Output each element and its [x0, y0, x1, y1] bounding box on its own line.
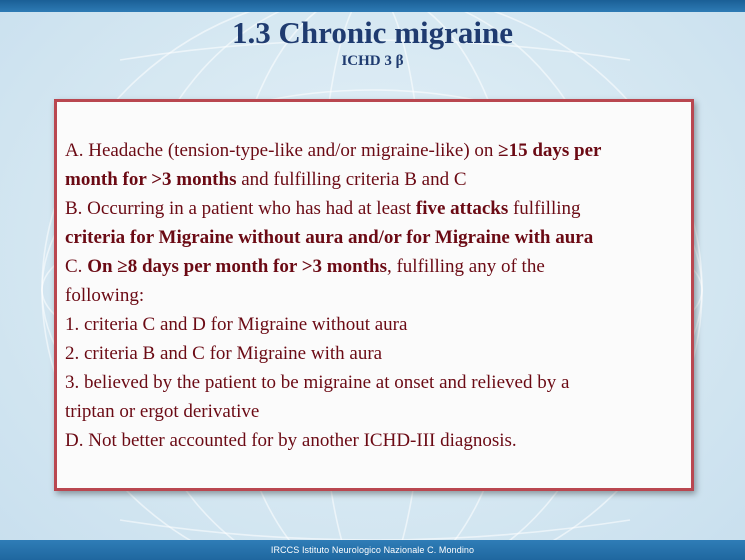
footer-text: IRCCS Istituto Neurologico Nazionale C. Mondino: [270, 545, 475, 555]
slide-subtitle: ICHD 3 β: [341, 53, 404, 69]
criterion-c-emphasis: On ≥8 days per month for >3 months: [87, 256, 387, 277]
criterion-c-item-3-cont: triptan or ergot derivative: [65, 401, 260, 422]
criterion-b-emphasis: five attacks: [415, 198, 509, 219]
criterion-c-text-2: , fulfilling any of the: [386, 256, 545, 277]
criteria-text: [65, 136, 691, 455]
criterion-c-text: C.: [65, 256, 88, 277]
footer-bar: [0, 540, 745, 560]
criterion-d-line: D. Not better accounted for by another ICHD-III diagnosis.: [65, 430, 517, 451]
criterion-c-line-1: [65, 252, 691, 281]
criterion-a-line-1: [65, 136, 691, 165]
criterion-b-text-2: fulfilling: [508, 198, 581, 219]
criterion-c-item-2: 2. criteria B and C for Migraine with aura: [65, 343, 383, 364]
criterion-b-line-1: [65, 194, 691, 223]
criterion-a-emphasis-2: month for >3 months: [65, 169, 237, 190]
criterion-a-text: A. Headache (tension-type-like and/or migraine-like) on: [65, 140, 499, 161]
criteria-box: [54, 99, 694, 491]
slide-title: 1.3 Chronic migraine: [232, 15, 513, 50]
criterion-c-item-1: 1. criteria C and D for Migraine without aura: [65, 314, 408, 335]
criterion-b-emphasis-2: criteria for Migraine without aura and/or for Migraine with aura: [65, 227, 594, 248]
criterion-b-line-2: [65, 223, 691, 252]
top-accent-bar: [0, 0, 745, 12]
criterion-b-text: B. Occurring in a patient who has had at least: [65, 198, 416, 219]
criterion-a-emphasis: ≥15 days per: [498, 140, 602, 161]
criterion-a-text-2: and fulfilling criteria B and C: [236, 169, 467, 190]
criterion-c-line-2: following:: [65, 285, 145, 306]
criterion-a-line-2: [65, 165, 691, 194]
criterion-c-item-3: 3. believed by the patient to be migraine at onset and relieved by a: [65, 372, 570, 393]
